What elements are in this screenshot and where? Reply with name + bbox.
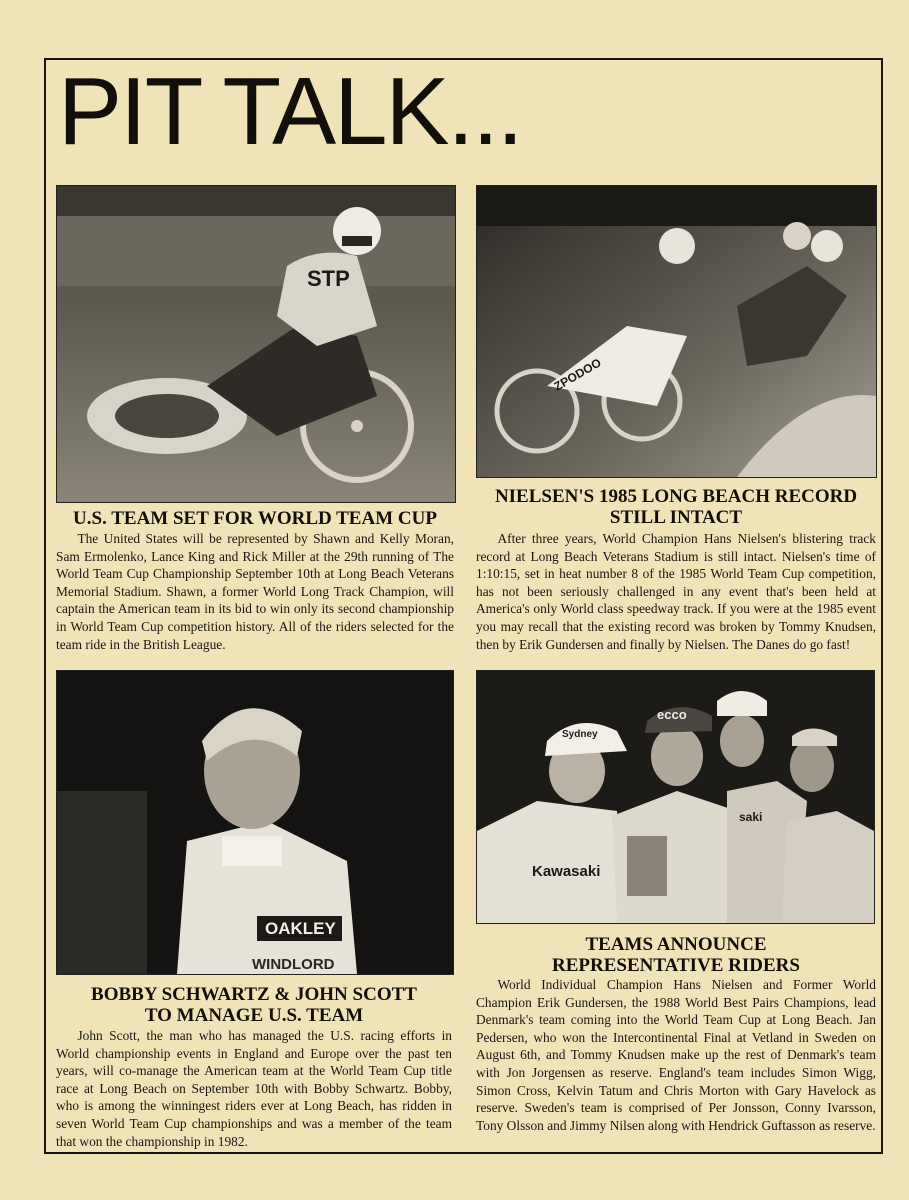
article-teams-text: World Individual Champion Hans Nielsen and Former World Champion Erik Gundersen, the 1988 World Best Pairs Champions, lead Denmark's team coming into the World Team Cup at Long Beach. Jan Pedersen, who won the Intercontinental Final at Vetland in Sweden on August 6th, and Tommy Knudsen make up the rest of Denmark's team with Jon Jorgensen as reserve. England's team includes Simon Wigg, Simon Cross, Kelvin Tatum and Chris Morton with Gary Havelock as reserve. Sweden's team is comprised of Per Jonsson, Conny Ivarsson, Tony Olsson and Jimmy Nilsen along with Hendrick Guftasson as reserve. [476,977,876,1133]
article-us-team-body [56,530,454,653]
headline-nielsen-line1: NIELSEN'S 1985 LONG BEACH RECORD [494,486,858,507]
headline-schwartz-line2: TO MANAGE U.S. TEAM [144,1005,364,1026]
group-cap-text1: Sydney [562,729,598,740]
headline-teams-line2: REPRESENTATIVE RIDERS [552,955,800,976]
headline-schwartz-scott [56,984,452,1026]
photo-bobby-schwartz [56,670,454,975]
photo-us-team-rider [56,185,456,503]
headline-nielsen-line2: STILL INTACT [609,507,743,528]
article-teams-body [476,976,876,1134]
group-cap-text2: ecco [657,707,687,722]
headline-teams-announce [476,934,876,976]
headline-schwartz-line1: BOBBY SCHWARTZ & JOHN SCOTT [91,984,417,1005]
portrait-jacket-text1: OAKLEY [265,919,336,938]
article-nielsen-text: After three years, World Champion Hans Nielsen's blistering track record at Long Beach Veterans Stadium is still intact. Nielsen's time of 1:10:15, set in heat number 8 of the 1985 World Team Cup competition, has not been seriously challenged in any event that's been held at America's only World class speedway track. If you were at the 1985 event you may recall that the existing record was broken by Tommy Knudsen, then by Erik Gundersen and finally by Nielsen. The Danes do go fast! [476,531,876,652]
group-jacket-text: Kawasaki [532,863,601,880]
rider-jacket-text: STP [307,266,350,291]
article-nielsen-body [476,530,876,653]
photo-nielsen-race [476,185,877,478]
bike-text: ZPODOO [551,355,604,394]
article-schwartz-body [56,1027,452,1150]
group-shirt-text: saki [739,810,763,824]
headline-nielsen-record [476,486,876,528]
article-schwartz-text: John Scott, the man who has managed the U.S. racing efforts in World championship events in England and Europe over the past ten years, will co-manage the American team at the World Team Cup title race at Long Beach on September 10th with Bobby Schwartz. Bobby, who is among the winningest riders ever at Long Beach, has ridden in seven World Team Cup championships and was a member of the team that won the championship in 1982. [56,1028,452,1149]
article-us-team-text: The United States will be represented by Shawn and Kelly Moran, Sam Ermolenko, Lance King and Rick Miller at the 29th running of The World Team Cup Championship September 10th at Long Beach Veterans Memorial Stadium. Shawn, a former World Long Track Champion, will captain the American team in its bid to win only its second championship in World Team Cup competition history. All of the riders selected for the team ride in the British League. [56,531,454,652]
headline-teams-line1: TEAMS ANNOUNCE [585,934,767,955]
photo-teams-riders [476,670,875,924]
headline-us-team: U.S. TEAM SET FOR WORLD TEAM CUP [73,508,437,529]
masthead-title: PIT TALK... [58,58,522,165]
portrait-jacket-text2: WINDLORD [252,956,335,973]
